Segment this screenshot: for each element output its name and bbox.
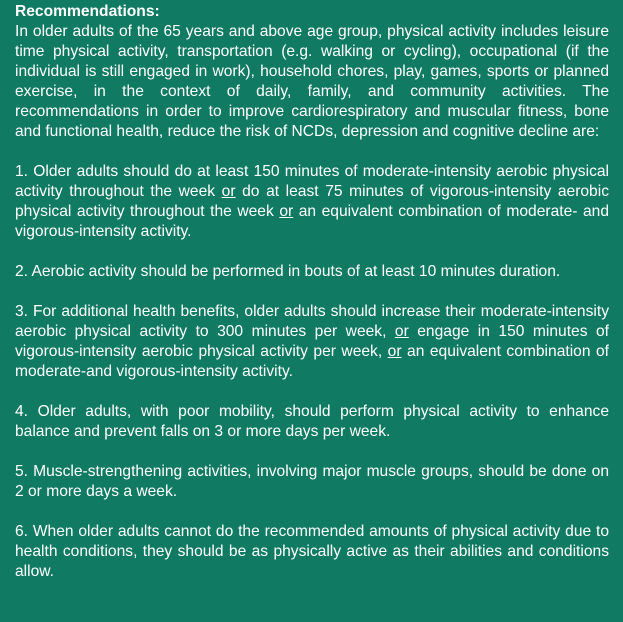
recommendation-3-or-2: or xyxy=(387,343,402,360)
recommendation-5: 5. Muscle-strengthening activities, involving major muscle groups, should be done on 2 or more days a week. xyxy=(15,463,609,500)
intro-paragraph: In older adults of the 65 years and above age group, physical activity includes leisure time physical activity, transportation (e.g. walking or cycling), occupational (if the individual is still engaged in work), household chores, play, games, sports or planned exercise, in the context of daily, family, and community activities. The recommendations in order to improve cardiorespiratory and muscular fitness, bone and functional health, reduce the risk of NCDs, depression and cognitive decline are: xyxy=(15,23,609,140)
recommendation-3-part-a: 3. For additional health benefits, older adults should increase their moderate-intensity aerobic physical activity to 300 minutes per week, xyxy=(15,303,609,340)
recommendation-3-or-1: or xyxy=(394,323,409,340)
recommendations-heading: Recommendations: xyxy=(15,3,160,20)
recommendation-3 xyxy=(15,302,609,382)
recommendation-4: 4. Older adults, with poor mobility, should perform physical activity to enhance balance and prevent falls on 3 or more days per week. xyxy=(15,403,609,440)
recommendation-6: 6. When older adults cannot do the recommended amounts of physical activity due to health conditions, they should be as physically active as their abilities and conditions allow. xyxy=(15,523,609,580)
recommendation-3-part-b: engage in 150 minutes of vigorous-intensity aerobic physical activity per week, xyxy=(15,323,609,360)
recommendation-1-or-1: or xyxy=(221,183,236,200)
recommendation-1 xyxy=(15,162,609,242)
recommendation-3-part-c: an equivalent combination of moderate-and vigorous-intensity activity. xyxy=(15,343,609,380)
recommendation-1-part-a: 1. Older adults should do at least 150 minutes of moderate-intensity aerobic physical activity throughout the week xyxy=(15,163,609,200)
recommendation-2: 2. Aerobic activity should be performed in bouts of at least 10 minutes duration. xyxy=(15,263,561,280)
recommendation-1-part-c: an equivalent combination of moderate- and vigorous-intensity activity. xyxy=(15,203,609,240)
recommendation-1-or-2: or xyxy=(279,203,294,220)
recommendation-1-part-b: do at least 75 minutes of vigorous-intensity aerobic physical activity throughout the week xyxy=(15,183,609,220)
